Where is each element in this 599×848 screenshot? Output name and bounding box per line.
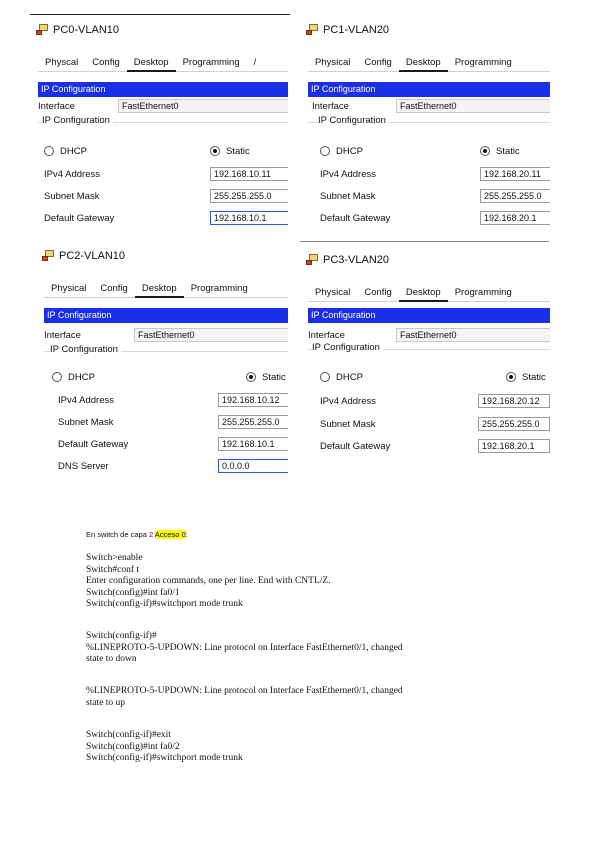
gateway-row — [44, 437, 288, 452]
cli-line: Switch(config-if)#switchport mode trunk — [86, 599, 243, 609]
pc-icon — [42, 250, 55, 262]
tab-overflow[interactable]: / — [253, 57, 257, 68]
panel-title-text: PC3-VLAN20 — [323, 254, 390, 266]
cli-line: Switch(config)#int fa0/2 — [86, 741, 180, 752]
static-label: Static — [522, 372, 546, 383]
cli-block-1 — [86, 553, 331, 611]
interface-row — [308, 328, 550, 343]
pc-icon — [306, 254, 319, 266]
cli-block-2 — [86, 631, 403, 666]
ipv4-label: IPv4 Address — [44, 169, 100, 180]
tab-config[interactable]: Config — [100, 283, 128, 294]
dhcp-label: DHCP — [336, 146, 363, 157]
dhcp-label: DHCP — [60, 146, 87, 157]
ip-configuration-bar: IP Configuration — [308, 82, 550, 97]
cli-block-3 — [86, 686, 403, 709]
tab-physical[interactable]: Physical — [51, 283, 87, 294]
pc-icon — [36, 24, 49, 36]
static-label: Static — [226, 146, 250, 157]
panel-title — [306, 24, 389, 36]
heading-prefix: En switch de capa 2 — [86, 530, 155, 539]
gateway-row — [308, 211, 550, 226]
panel-title-text: PC2-VLAN10 — [59, 250, 126, 262]
panel-title — [306, 254, 389, 266]
static-radio[interactable] — [480, 146, 490, 156]
pc-icon — [306, 24, 319, 36]
mode-row — [44, 370, 288, 385]
tab-programming[interactable]: Programming — [182, 57, 240, 68]
panel-title-text: PC0-VLAN10 — [53, 24, 120, 36]
panel-title — [36, 24, 119, 36]
cli-line: Switch#conf t — [86, 564, 140, 575]
interface-row — [44, 328, 288, 343]
tab-desktop[interactable]: Desktop — [399, 54, 448, 72]
interface-select[interactable]: FastEthernet0 — [396, 99, 550, 113]
pc1-config-panel — [300, 16, 550, 234]
cli-line: state to up — [86, 697, 126, 708]
ipv4-address-input[interactable]: 192.168.10.12 — [218, 393, 288, 407]
tab-physical[interactable]: Physical — [315, 287, 351, 298]
cli-line: Switch(config)#int fa0/1 — [86, 587, 180, 598]
cli-line: Switch>enable — [86, 553, 143, 563]
ipv4-address-input[interactable]: 192.168.20.11 — [480, 167, 550, 181]
interface-select[interactable]: FastEthernet0 — [396, 328, 550, 342]
tab-desktop[interactable]: Desktop — [127, 54, 176, 72]
ipv4-address-input[interactable]: 192.168.20.12 — [478, 394, 550, 408]
tab-programming[interactable]: Programming — [454, 287, 512, 298]
pc2-config-panel — [36, 242, 288, 486]
ip-configuration-group-label: IP Configuration — [318, 115, 389, 126]
ipv4-label: IPv4 Address — [320, 396, 376, 407]
subnet-mask-input[interactable]: 255.255.255.0 — [218, 415, 288, 429]
cli-line: state to down — [86, 654, 137, 664]
ipv4-label: IPv4 Address — [320, 169, 376, 180]
dns-row — [44, 459, 288, 474]
subnet-mask-label: Subnet Mask — [44, 191, 100, 202]
tab-config[interactable]: Config — [364, 287, 392, 298]
dns-server-input[interactable]: 0.0.0.0 — [218, 459, 288, 473]
static-radio[interactable] — [506, 372, 516, 382]
panel-title — [42, 250, 125, 262]
panel-title-text: PC1-VLAN20 — [323, 24, 390, 36]
static-label: Static — [262, 372, 286, 383]
interface-select[interactable]: FastEthernet0 — [118, 99, 288, 113]
mode-row — [308, 370, 550, 385]
dhcp-radio[interactable] — [320, 372, 330, 382]
subnet-mask-label: Subnet Mask — [320, 419, 376, 430]
default-gateway-label: Default Gateway — [44, 213, 115, 224]
subnet-mask-input[interactable]: 255.255.255.0 — [478, 417, 550, 431]
tab-config[interactable]: Config — [92, 57, 120, 68]
interface-label: Interface — [44, 330, 81, 341]
cli-line: Switch(config-if)#switchport mode trunk — [86, 753, 243, 763]
default-gateway-input[interactable]: 192.168.10.1 — [218, 437, 288, 451]
interface-row — [38, 99, 288, 114]
default-gateway-input[interactable]: 192.168.10.1 — [210, 211, 288, 225]
pc3-config-panel — [300, 246, 550, 468]
cli-line: %LINEPROTO-5-UPDOWN: Line protocol on Interface FastEthernet0/1, changed — [86, 642, 403, 653]
subnet-mask-label: Subnet Mask — [58, 417, 114, 428]
interface-select[interactable]: FastEthernet0 — [134, 328, 288, 342]
ipv4-row — [44, 393, 288, 408]
cli-line: Enter configuration commands, one per line. End with CNTL/Z. — [86, 576, 331, 586]
gateway-row — [38, 211, 288, 226]
dhcp-radio[interactable] — [52, 372, 62, 382]
tab-bar — [308, 54, 550, 72]
mode-row — [38, 144, 288, 159]
interface-label: Interface — [308, 330, 345, 341]
mask-row — [308, 417, 550, 432]
interface-row — [308, 99, 550, 114]
dhcp-radio[interactable] — [44, 146, 54, 156]
dhcp-label: DHCP — [336, 372, 363, 383]
tab-programming[interactable]: Programming — [190, 283, 248, 294]
mode-row — [308, 144, 550, 159]
default-gateway-label: Default Gateway — [58, 439, 129, 450]
mid-rule — [300, 241, 549, 242]
static-label: Static — [496, 146, 520, 157]
ipv4-row — [308, 394, 550, 409]
subnet-mask-input[interactable]: 255.255.255.0 — [210, 189, 288, 203]
subnet-mask-input[interactable]: 255.255.255.0 — [480, 189, 550, 203]
mask-row — [308, 189, 550, 204]
ip-configuration-bar: IP Configuration — [38, 82, 288, 97]
cli-line: Switch(config-if)#exit — [86, 730, 171, 740]
default-gateway-input[interactable]: 192.168.20.1 — [480, 211, 550, 225]
mask-row — [38, 189, 288, 204]
heading-suffix: : — [185, 530, 188, 539]
ipv4-address-input[interactable]: 192.168.10.11 — [210, 167, 288, 181]
tab-physical[interactable]: Physical — [315, 57, 351, 68]
static-radio[interactable] — [246, 372, 256, 382]
default-gateway-label: Default Gateway — [320, 441, 391, 452]
cli-line: Switch(config-if)# — [86, 631, 157, 641]
interface-label: Interface — [38, 101, 75, 112]
pc0-config-panel — [30, 16, 288, 234]
ip-configuration-group-label: IP Configuration — [312, 342, 383, 353]
default-gateway-input[interactable]: 192.168.20.1 — [478, 439, 550, 453]
cli-block-4 — [86, 730, 243, 765]
ip-configuration-bar: IP Configuration — [308, 308, 550, 323]
ip-configuration-group-label: IP Configuration — [50, 344, 121, 355]
tab-programming[interactable]: Programming — [454, 57, 512, 68]
ip-configuration-group-label: IP Configuration — [42, 115, 113, 126]
tab-bar — [38, 54, 288, 72]
static-radio[interactable] — [210, 146, 220, 156]
switch-section-heading — [86, 530, 188, 539]
heading-highlight: Acceso 0 — [154, 530, 186, 539]
tab-bar — [308, 284, 550, 302]
dhcp-label: DHCP — [68, 372, 95, 383]
default-gateway-label: Default Gateway — [320, 213, 391, 224]
ipv4-row — [308, 167, 550, 182]
ipv4-label: IPv4 Address — [58, 395, 114, 406]
tab-config[interactable]: Config — [364, 57, 392, 68]
subnet-mask-label: Subnet Mask — [320, 191, 376, 202]
tab-desktop[interactable]: Desktop — [135, 280, 184, 298]
dns-server-label: DNS Server — [58, 461, 109, 472]
cli-line: %LINEPROTO-5-UPDOWN: Line protocol on Interface FastEthernet0/1, changed — [86, 686, 403, 696]
tab-physical[interactable]: Physcal — [45, 57, 79, 68]
tab-bar — [44, 280, 288, 298]
top-rule — [30, 14, 290, 15]
tab-desktop[interactable]: Desktop — [399, 284, 448, 302]
mask-row — [44, 415, 288, 430]
interface-label: Interface — [312, 101, 349, 112]
ip-configuration-bar: IP Configuration — [44, 308, 288, 323]
gateway-row — [308, 439, 550, 454]
dhcp-radio[interactable] — [320, 146, 330, 156]
ipv4-row — [38, 167, 288, 182]
